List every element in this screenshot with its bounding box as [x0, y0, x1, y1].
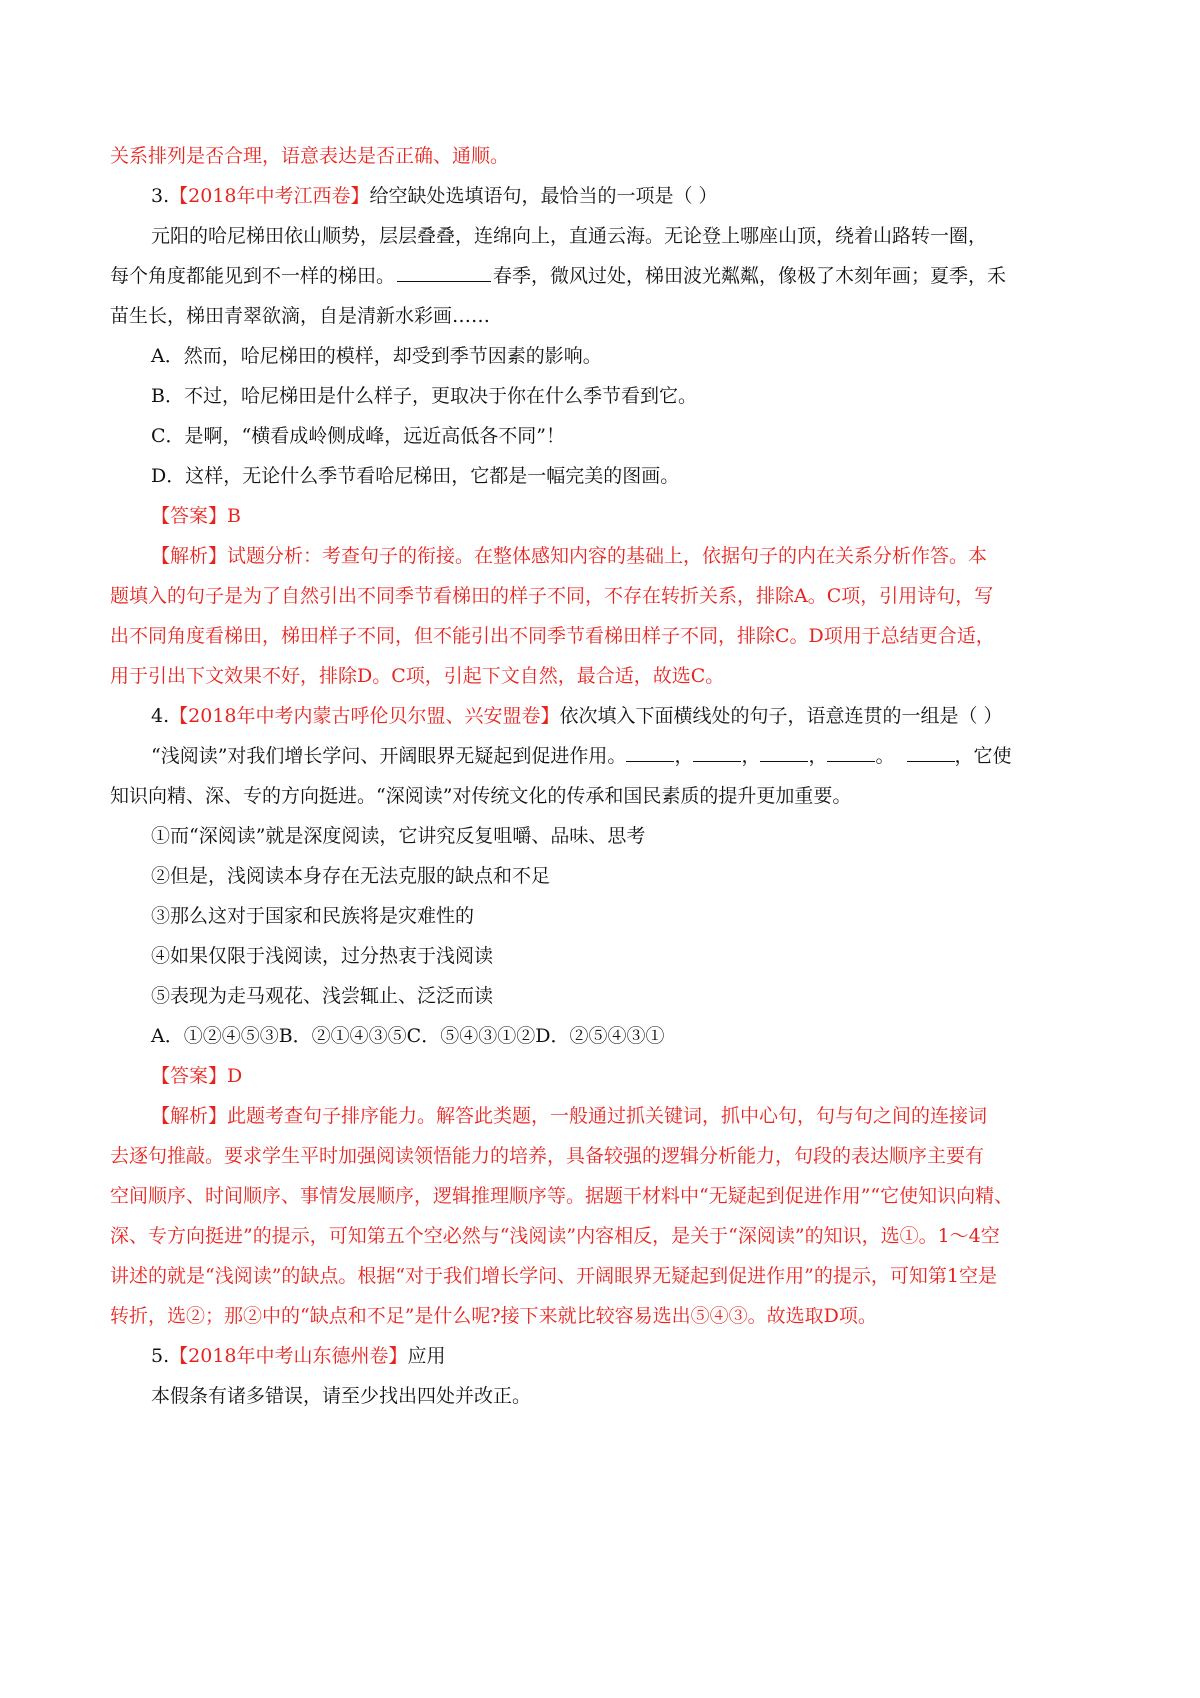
q4-options: A．①②④⑤③B．②①④③⑤C．⑤④③①②D．②⑤④③①	[151, 1025, 665, 1047]
q4-source: 【2018年中考内蒙古呼伦贝尔盟、兴安盟卷】	[169, 705, 560, 727]
q4-passage-line1	[110, 736, 1100, 776]
q3-option-a: A．然而，哈尼梯田的模样，却受到季节因素的影响。	[151, 345, 602, 367]
q4-analysis-line6: 转折，选②；那②中的“缺点和不足”是什么呢?接下来就比较容易选出⑤④③。故选取D项。	[110, 1305, 877, 1327]
q3-passage-line3: 苗生长，梯田青翠欲滴，自是清新水彩画……	[110, 305, 491, 327]
q3-prompt: 给空缺处选填语句，最恰当的一项是（ ）	[369, 185, 718, 207]
q4-prompt: 依次填入下面横线处的句子，语意连贯的一组是（ ）	[559, 705, 1003, 727]
q4-item-4: ④如果仅限于浅阅读，过分热衷于浅阅读	[151, 945, 494, 967]
q4-comma-3: ，	[808, 745, 828, 767]
q3-passage-line2-a: 每个角度都能见到不一样的梯田。	[110, 265, 396, 287]
q4-period: 。	[875, 745, 895, 767]
q4-comma-2: ，	[741, 745, 761, 767]
q3-analysis-line4: 用于引出下文效果不好，排除D。C项，引起下文自然，最合适，故选C。	[110, 665, 725, 687]
q4-comma-1: ，	[674, 745, 694, 767]
q3-answer: 【答案】B	[151, 505, 241, 527]
q5-heading	[110, 1336, 1100, 1376]
q3-passage-line2	[110, 256, 1100, 296]
q4-blank-3	[760, 743, 808, 762]
q3-passage-line2-b: 春季，微风过处，梯田波光粼粼，像极了木刻年画；夏季，禾	[493, 265, 1007, 287]
q4-passage-line1-b: ，它使	[954, 745, 1012, 767]
q3-heading	[110, 176, 1100, 216]
q4-item-2: ②但是，浅阅读本身存在无法克服的缺点和不足	[151, 865, 551, 887]
q4-blank-5	[907, 743, 955, 762]
q5-number: 5.	[151, 1345, 170, 1367]
q3-analysis-line3: 出不同角度看梯田，梯田样子不同，但不能引出不同季节看梯田样子不同，排除C。D项用于总结更合适，	[110, 625, 995, 647]
q4-analysis-line3: 空间顺序、时间顺序、事情发展顺序，逻辑推理顺序等。据题干材料中“无疑起到促进作用”“它使知识向精、	[110, 1185, 1014, 1207]
q4-blank-1	[626, 743, 674, 762]
q3-analysis-line1: 【解析】试题分析：考查句子的衔接。在整体感知内容的基础上，依据句子的内在关系分析作答。本	[151, 545, 988, 567]
intro-tail: 关系排列是否合理，语意表达是否正确、通顺。	[110, 145, 510, 167]
q3-number: 3.	[151, 185, 170, 207]
q3-option-c: C．是啊，“横看成岭侧成峰，远近高低各不同”！	[151, 425, 565, 447]
q3-source: 【2018年中考江西卷】	[169, 185, 370, 207]
q3-option-d: D．这样，无论什么季节看哈尼梯田，它都是一幅完美的图画。	[151, 465, 680, 487]
q4-item-3: ③那么这对于国家和民族将是灾难性的	[151, 905, 475, 927]
q5-line1: 本假条有诸多错误，请至少找出四处并改正。	[151, 1385, 532, 1407]
q4-passage-line1-a: “浅阅读”对我们增长学问、开阔眼界无疑起到促进作用。	[151, 745, 627, 767]
q4-analysis-line5: 讲述的就是“浅阅读”的缺点。根据“对于我们增长学问、开阔眼界无疑起到促进作用”的提示，可知第1空是	[110, 1265, 997, 1287]
q4-answer: 【答案】D	[151, 1065, 243, 1087]
q4-analysis-line1: 【解析】此题考查句子排序能力。解答此类题，一般通过抓关键词，抓中心句，句与句之间的连接词	[151, 1105, 988, 1127]
q3-option-b: B．不过，哈尼梯田是什么样子，更取决于你在什么季节看到它。	[151, 385, 697, 407]
q3-analysis-line2: 题填入的句子是为了自然引出不同季节看梯田的样子不同，不存在转折关系，排除A。C项，引用诗句，写	[110, 585, 994, 607]
q4-heading	[110, 696, 1100, 736]
q3-passage-line1: 元阳的哈尼梯田依山顺势，层层叠叠，连绵向上，直通云海。无论登上哪座山顶，绕着山路转一圈，	[151, 225, 988, 247]
q4-item-5: ⑤表现为走马观花、浅尝辄止、泛泛而读	[151, 985, 494, 1007]
q4-blank-4	[827, 743, 875, 762]
q4-item-1: ①而“深阅读”就是深度阅读，它讲究反复咀嚼、品味、思考	[151, 825, 646, 847]
document-page	[110, 136, 1100, 1416]
q4-analysis-line4: 深、专方向挺进”的提示，可知第五个空必然与“浅阅读”内容相反，是关于“深阅读”的知识，选①。1～4空	[110, 1225, 1000, 1247]
q3-fill-blank	[397, 263, 491, 282]
q4-number: 4.	[151, 705, 170, 727]
q4-analysis-line2: 去逐句推敲。要求学生平时加强阅读领悟能力的培养，具备较强的逻辑分析能力，句段的表达顺序主要有	[110, 1145, 985, 1167]
q5-prompt: 应用	[407, 1345, 446, 1367]
q5-source: 【2018年中考山东德州卷】	[169, 1345, 408, 1367]
q4-blank-2	[693, 743, 741, 762]
q4-passage-line2: 知识向精、深、专的方向挺进。“深阅读”对传统文化的传承和国民素质的提升更加重要。	[110, 785, 852, 807]
